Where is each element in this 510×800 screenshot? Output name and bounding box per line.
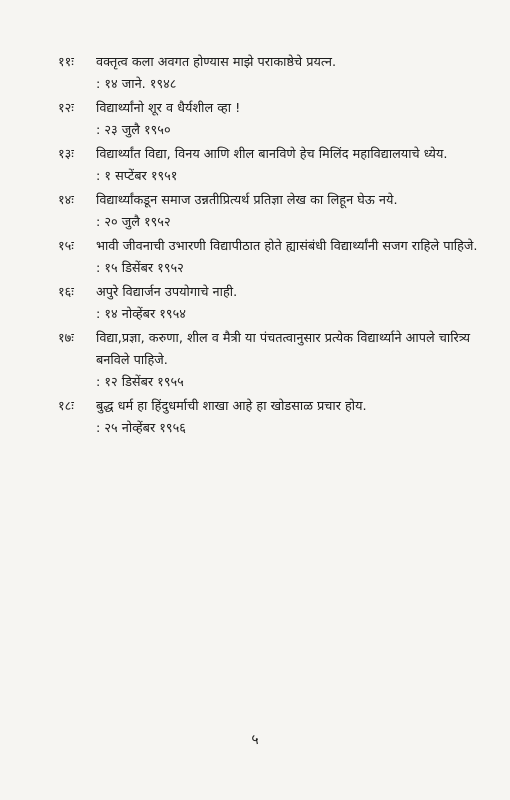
entry-title: विद्यार्थ्यांनो शूर व धैर्यशील व्हा ! [96, 101, 241, 116]
entry-date: : १ सप्टेंबर १९५१ [96, 169, 178, 184]
list-item [58, 144, 478, 188]
entry-line [58, 190, 478, 212]
entry-number: १७ः [58, 331, 74, 346]
entry-title: विद्यार्थ्यांत विद्या, विनय आणि शील बानविणे हेच मिलिंद महाविद्यालयाचे ध्येय. [96, 147, 448, 162]
entry-title: वक्तृत्व कला अवगत होण्यास माझे पराकाष्ठेचे प्रयत्न. [96, 55, 337, 70]
entry-line [58, 144, 478, 166]
entry-date: : १४ जाने. १९४८ [96, 77, 177, 92]
entry-number: १६ः [58, 285, 74, 300]
entry-date: : २० जुलै १९५२ [96, 215, 171, 230]
entry-line [58, 52, 478, 74]
entry-line [58, 236, 478, 258]
list-item [58, 52, 478, 96]
list-item [58, 190, 478, 234]
entry-line [58, 328, 478, 372]
entry-line [58, 98, 478, 120]
list-item [58, 236, 478, 280]
list-item [58, 328, 478, 394]
entry-number: १२ः [58, 101, 74, 116]
page-number: ५ [251, 732, 259, 748]
entry-date: : १४ नोव्हेंबर १९५४ [96, 307, 186, 322]
entry-number: ११ः [58, 55, 74, 70]
entry-date: : २५ नोव्हेंबर १९५६ [96, 421, 186, 436]
entry-title: बुद्ध धर्म हा हिंदुधर्माची शाखा आहे हा खोडसाळ प्रचार होय. [96, 399, 367, 414]
list-item [58, 396, 478, 440]
list-item [58, 98, 478, 142]
entry-title: विद्यार्थ्यांकडून समाज उन्नतीप्रित्यर्थ प्रतिज्ञा लेख का लिहून घेऊ नये. [96, 193, 398, 208]
entry-number: १४ः [58, 193, 74, 208]
entry-title: विद्या,प्रज्ञा, करुणा, शील व मैत्री या पंचतत्वानुसार प्रत्येक विद्यार्थ्याने आपले चारित्र्य बनविले पाहिजे. [96, 331, 471, 368]
entry-number: १८ः [58, 399, 74, 414]
entry-number: १३ः [58, 147, 74, 162]
speech-list [58, 52, 478, 442]
entry-date: : १२ डिसेंबर १९५५ [96, 375, 184, 390]
entry-number: १५ः [58, 239, 74, 254]
entry-line [58, 396, 478, 418]
list-item [58, 282, 478, 326]
entry-title: अपुरे विद्यार्जन उपयोगाचे नाही. [96, 285, 238, 300]
entry-date: : १५ डिसेंबर १९५२ [96, 261, 184, 276]
entry-date: : २३ जुलै १९५० [96, 123, 171, 138]
entry-title: भावी जीवनाची उभारणी विद्यापीठात होते ह्यासंबंधी विद्यार्थ्यांनी सजग राहिले पाहिजे. [96, 239, 478, 254]
entry-line [58, 282, 478, 304]
